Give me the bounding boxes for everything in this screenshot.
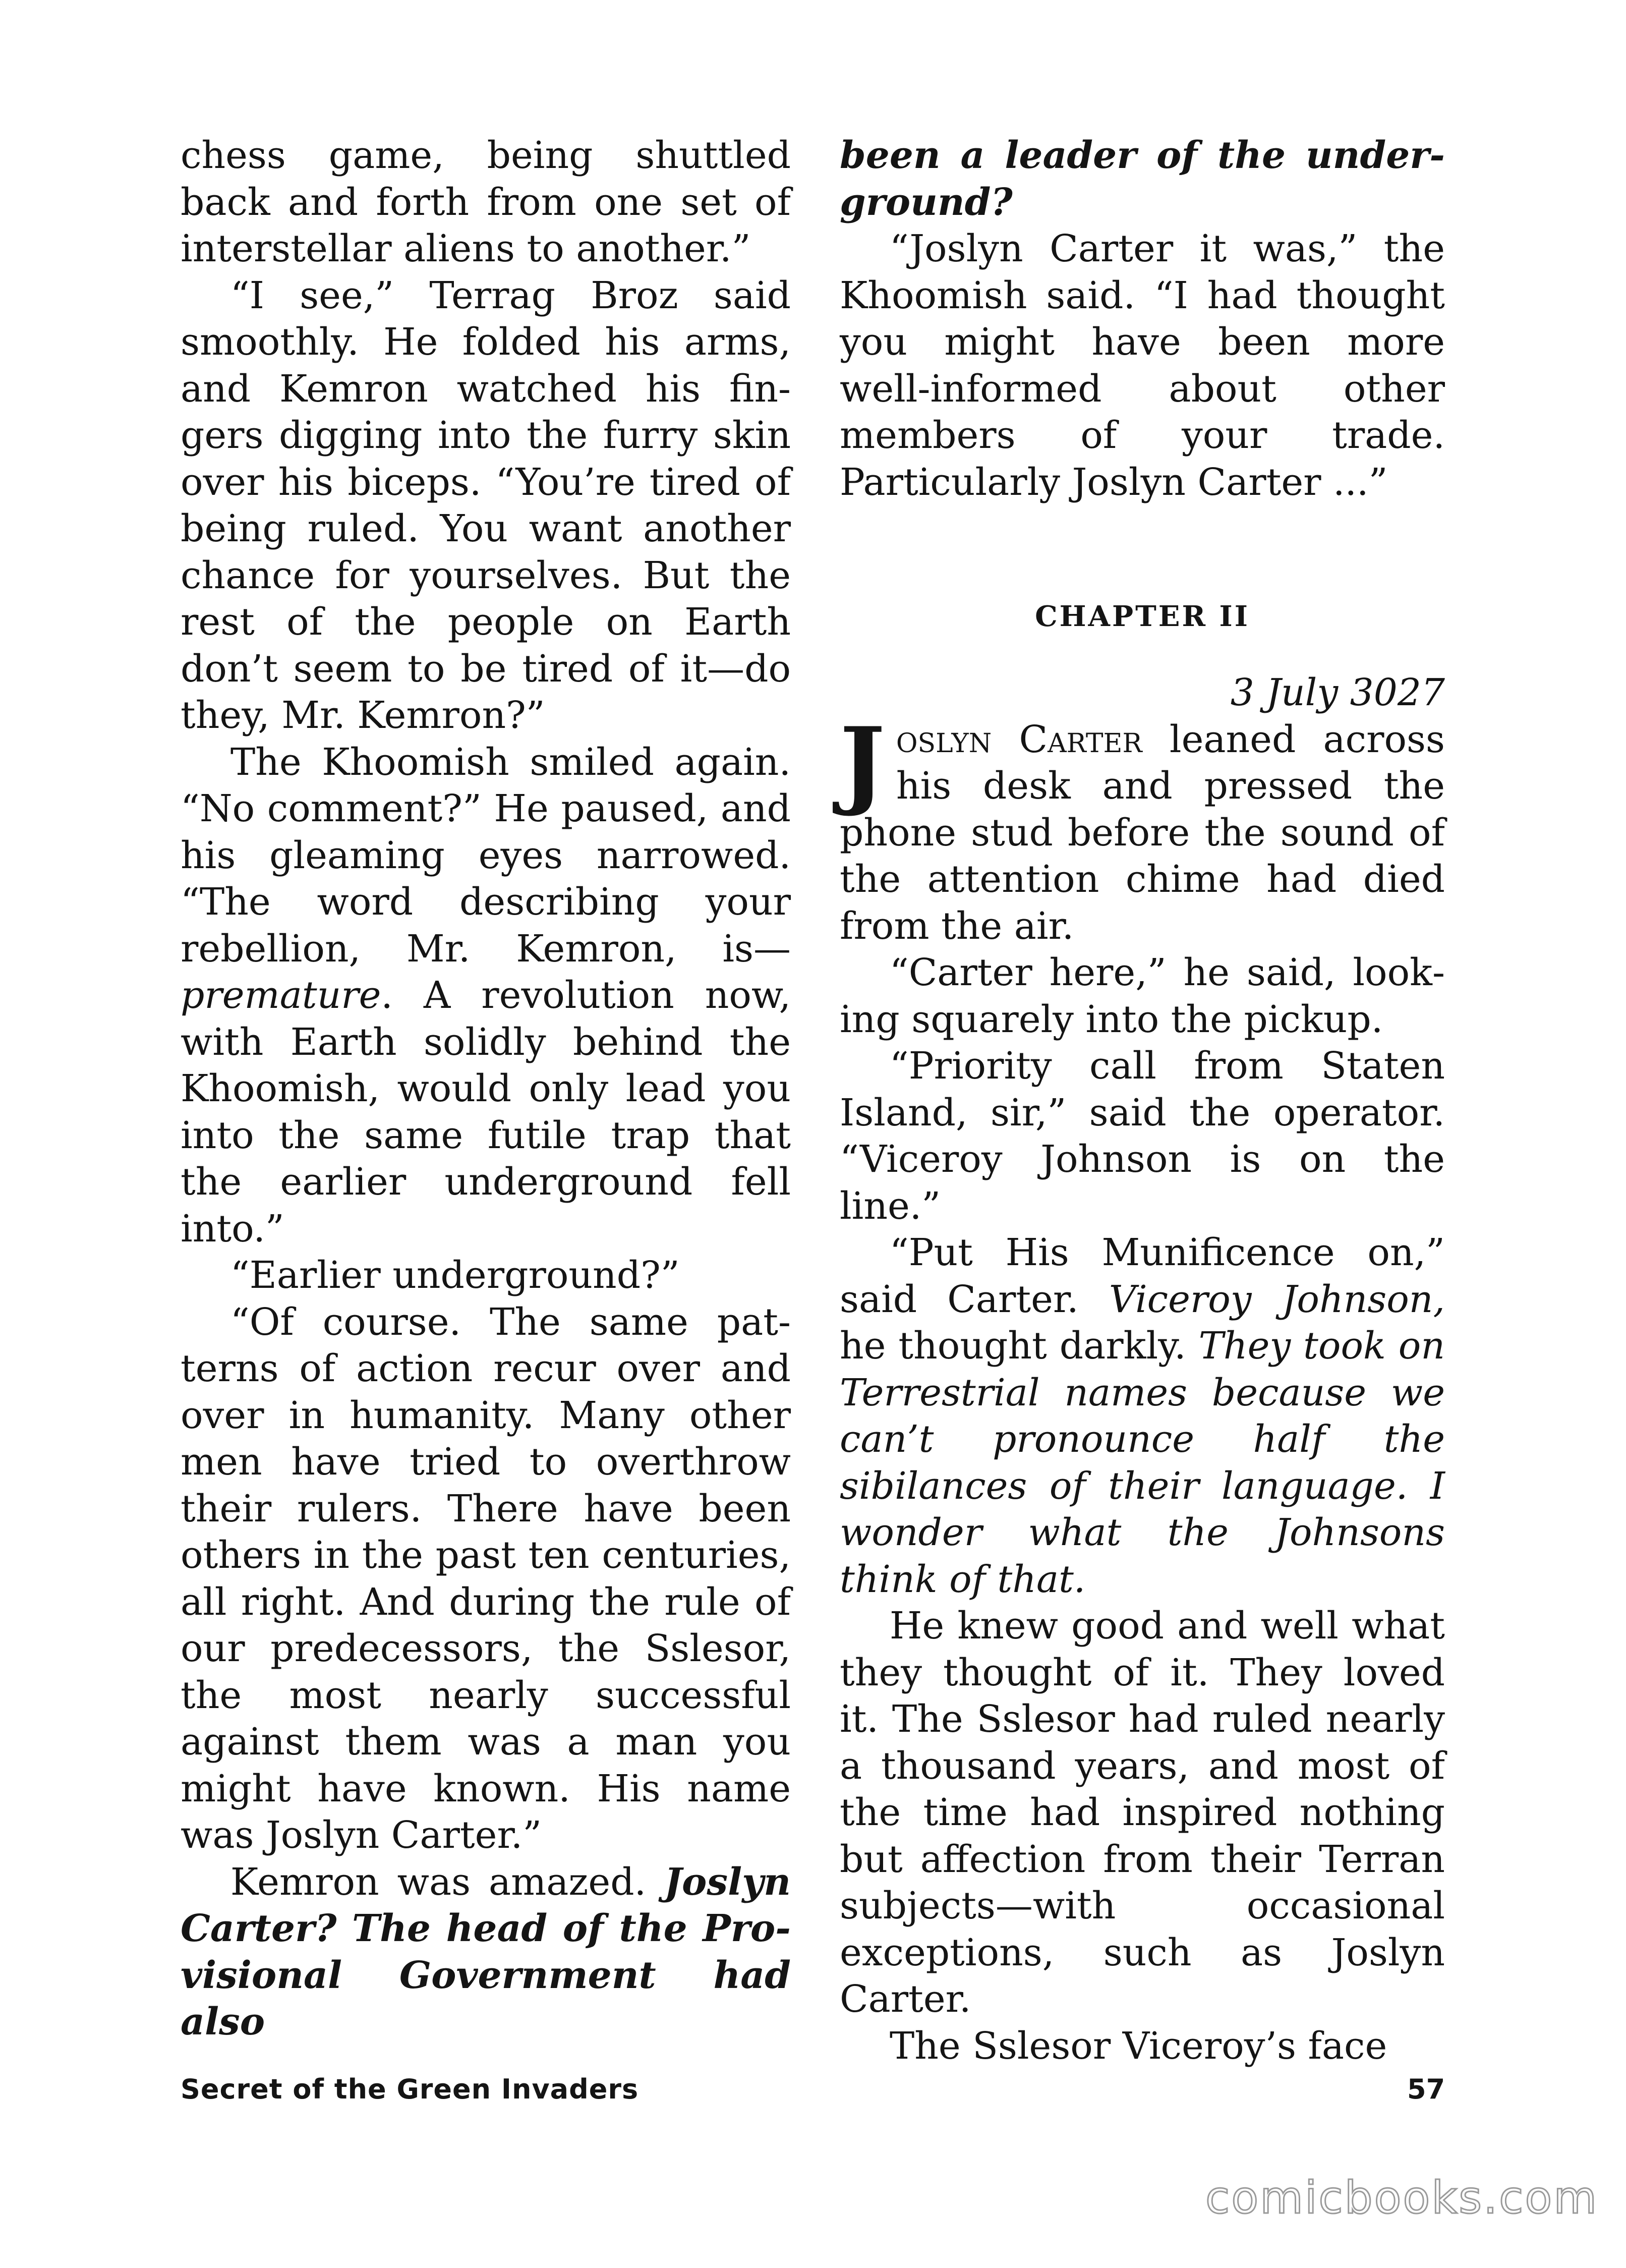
italic-run: Joslyn Carter? The head of the Provisional Government had also	[181, 1860, 791, 2044]
paragraph-dropcap	[840, 706, 1445, 950]
text-run: “Put His Munificence on,” said Carter.	[840, 1231, 1445, 1321]
paragraph: “Of course. The same patterns of action recur over and over in humanity. Many other men have tried to overthrow their rulers. There have been others in the past ten centuries, all right. And during the rule of our predecessors, the Sslesor, the most nearly successful against them was a man you might have known. His name was Joslyn Carter.”	[181, 1300, 791, 1857]
paragraph: “Priority call from Staten Island, sir,” said the operator. “Viceroy Johnson is on the line.”	[840, 1044, 1445, 1228]
left-column	[181, 132, 791, 2046]
paragraph: The Sslesor Viceroy’s face	[889, 2024, 1387, 2068]
text-run: leaned across his desk and pressed the phone stud before the sound of the attention chime had died from the air.	[840, 717, 1445, 948]
paragraph: He knew good and well what they thought of it. They loved it. The Sslesor had ruled nearly a thousand years, and most of the time had inspired nothing but affection from their Terran subjects—with occasional exceptions, such as Joslyn Carter.	[840, 1604, 1445, 2021]
watermark: comicbooks.com	[1205, 2172, 1599, 2224]
italic-run: Viceroy Johnson,	[1109, 1277, 1445, 1321]
paragraph: chess game, being shuttled back and forth from one set of interstellar aliens to another.”	[181, 134, 791, 270]
text-run: he thought darkly.	[840, 1324, 1199, 1368]
smallcaps-run: oslyn Carter	[896, 717, 1142, 761]
paragraph: “I see,” Terrag Broz said smoothly. He folded his arms, and Kemron watched his fingers digging into the furry skin over his biceps. “You’re tired of being ruled. You want another chance for yourselves. But the rest of the people on Earth don’t seem to be tired of it—do they, Mr. Kemron?”	[181, 273, 791, 737]
page-number: 57	[1407, 2073, 1445, 2105]
paragraph	[181, 739, 791, 1253]
right-column	[840, 132, 1445, 2069]
drop-cap: J	[840, 706, 885, 819]
text-run: The Khoomish smiled again. “No comment?” He paused, and his gleaming eyes narrowed. “The word describing your rebellion, Mr. Kemron, is—	[181, 740, 791, 971]
paragraph	[840, 1229, 1445, 1603]
italic-run: premature	[181, 974, 381, 1017]
paragraph	[181, 1859, 791, 2046]
paragraph: “Earlier underground?”	[230, 1254, 680, 1297]
text-run: Kemron was amazed.	[230, 1860, 665, 1904]
chapter-heading: CHAPTER II	[1035, 600, 1250, 633]
chapter-date: 3 July 3027	[1230, 671, 1445, 714]
continued-italic-text: been a leader of the underground?	[840, 134, 1445, 224]
italic-run: They took on Terrestrial names because we can’t pronounce half the sibilances of their language. I wonder what the Johnsons think of that.	[840, 1324, 1445, 1601]
paragraph: “Carter here,” he said, looking squarely into the pickup.	[840, 951, 1445, 1041]
paragraph: “Joslyn Carter it was,” the Khoomish said. “I had thought you might have been more well-informed about other members of your trade. Particularly Joslyn Carter ...”	[840, 227, 1445, 504]
text-run: . A revolution now, with Earth solidly behind the Khoomish, would only lead you into the same futile trap that the earlier underground fell into.”	[181, 974, 791, 1251]
running-footer-title: Secret of the Green Invaders	[181, 2073, 639, 2105]
